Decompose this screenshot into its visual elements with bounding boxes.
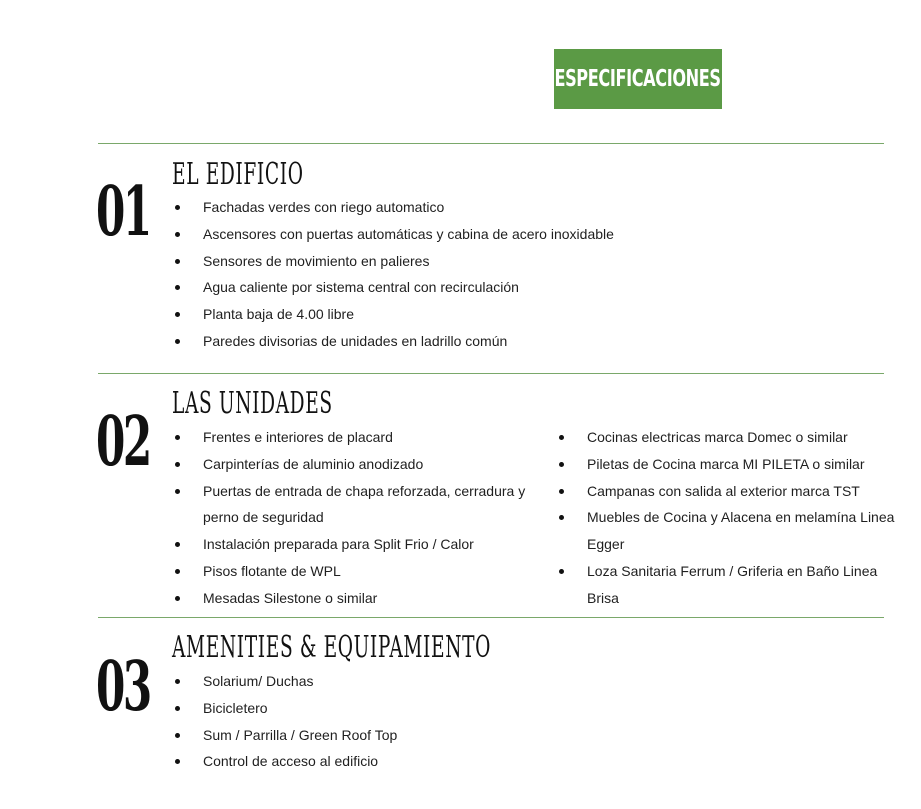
divider-rule	[98, 617, 884, 618]
section-number: 01	[96, 172, 150, 252]
section-number: 02	[96, 402, 150, 482]
list-item: Agua caliente por sistema central con recirculación	[172, 274, 692, 301]
list-item: Carpinterías de aluminio anodizado	[172, 451, 540, 478]
list-item: Campanas con salida al exterior marca TST	[556, 478, 901, 505]
list-item: Paredes divisorias de unidades en ladrillo común	[172, 328, 692, 355]
list-item: Pisos flotante de WPL	[172, 558, 540, 585]
list-item: Sum / Parrilla / Green Roof Top	[172, 722, 692, 749]
list-item: Instalación preparada para Split Frio / Calor	[172, 531, 540, 558]
list-item: Mesadas Silestone o similar	[172, 585, 540, 612]
list-item: Ascensores con puertas automáticas y cabina de acero inoxidable	[172, 221, 692, 248]
section-number: 03	[96, 647, 150, 727]
list-item: Cocinas electricas marca Domec o similar	[556, 424, 901, 451]
section-title: AMENITIES & EQUIPAMIENTO	[172, 630, 492, 665]
section-title: EL EDIFICIO	[172, 157, 304, 192]
list-item: Puertas de entrada de chapa reforzada, cerradura y perno de seguridad	[172, 478, 540, 532]
list-item: Sensores de movimiento en palieres	[172, 248, 692, 275]
section-list-left	[172, 424, 540, 612]
list-item: Planta baja de 4.00 libre	[172, 301, 692, 328]
list-item: Solarium/ Duchas	[172, 668, 692, 695]
list-item: Control de acceso al edificio	[172, 748, 692, 775]
divider-rule	[98, 143, 884, 144]
section-list	[172, 194, 692, 355]
list-item: Piletas de Cocina marca MI PILETA o similar	[556, 451, 901, 478]
list-item: Bicicletero	[172, 695, 692, 722]
section-list-right	[556, 424, 901, 612]
list-item: Fachadas verdes con riego automatico	[172, 194, 692, 221]
divider-rule	[98, 373, 884, 374]
section-list	[172, 668, 692, 775]
section-title: LAS UNIDADES	[172, 386, 333, 421]
list-item: Loza Sanitaria Ferrum / Griferia en Baño Linea Brisa	[556, 558, 901, 612]
list-item: Muebles de Cocina y Alacena en melamína Linea Egger	[556, 504, 901, 558]
section-header-badge	[554, 49, 722, 109]
list-item: Frentes e interiores de placard	[172, 424, 540, 451]
header-title: ESPECIFICACIONES	[554, 66, 722, 92]
